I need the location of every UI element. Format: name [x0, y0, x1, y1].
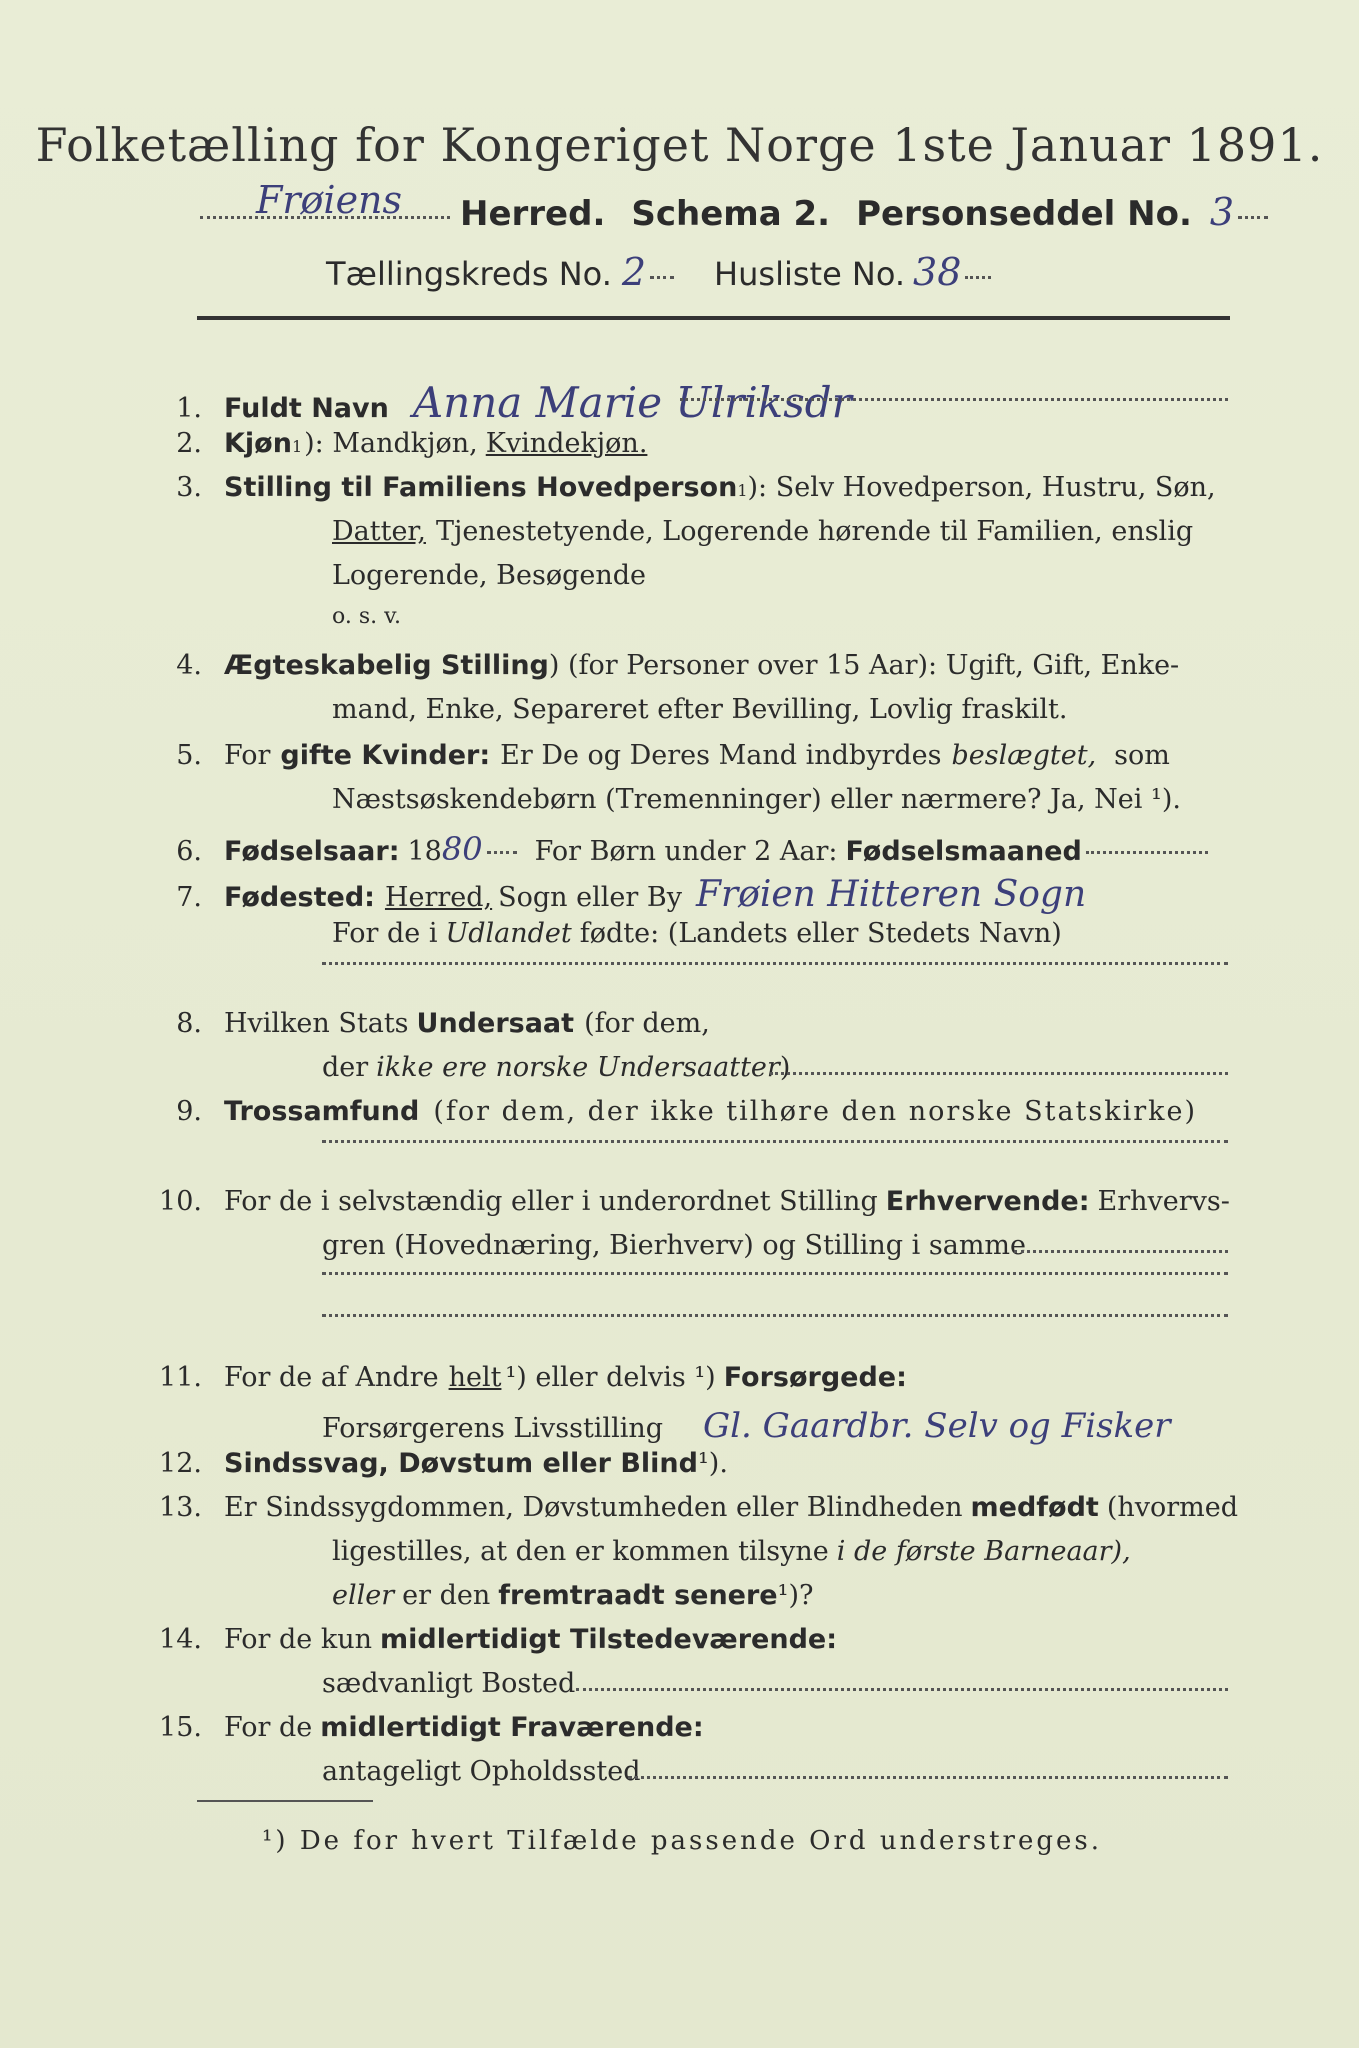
gender-label: Kjøn	[224, 428, 292, 459]
item-3: 3. Stilling til Familiens Hovedperson 1 ): Selv Hovedperson, Hustru, Søn,	[176, 472, 1216, 503]
item-6: 6. Fødselsaar: 18 80 For Børn under 2 Aar: Fødselsmaaned	[142, 830, 1212, 868]
item-4: 4. Ægteskabelig Stilling ) (for Personer over 15 Aar): Ugift, Gift, Enke-	[176, 650, 1180, 681]
personseddel-label: Personseddel No.	[856, 194, 1192, 234]
item-1: 1. Fuldt Navn Anna Marie Ulriksdr	[176, 378, 852, 427]
herred-value: Frøiens	[256, 178, 403, 222]
item-2: 2. Kjøn 1 ): Mandkjøn, Kvindekjøn.	[176, 428, 648, 459]
gender-value: Kvindekjøn.	[485, 428, 648, 459]
full-name-label: Fuldt Navn	[224, 393, 389, 424]
item-12: 12. Sindssvag, Døvstum eller Blind ¹).	[159, 1448, 728, 1479]
item-10: 10. For de i selvstændig eller i underordnet Stilling Erhvervende: Erhvervs-	[159, 1186, 1230, 1217]
census-form: Folketælling for Kongeriget Norge 1ste Januar 1891. Frøiens Herred. Schema 2. Personseddel No. 3 Tællingskreds No. 2 Husliste No. 38 1. Fuldt Navn Anna Marie Ulriksdr 2. Kjøn 1 ): Mandkjøn, Kvindekjøn. 3. Stilling til Familiens Hovedperson 1 ): Selv Hovedperson, Hustru, Søn, Datter, Tjenestetyende, Logerende hørende til Familien, enslig Logerende, Besøgende o. s. v. 4. Ægteskabelig Stilling ) (for Personer over 15 Aar): Ugift, Gift, Enke- mand, Enke, Separeret efter Bevilling, Lovlig fraskilt. 5. For gifte Kvinder: Er De og Deres Mand indbyrdes beslægtet, som Næstsøskendebørn (Tremenninger) eller nærmere? Ja, Nei ¹). 6. Fødselsaar: 18 80 For Børn under 2 Aar: Fødselsmaaned 7. Fødested: Herred, Sogn eller By Frøien Hitteren Sogn For de i Udlandet fødte: (Landets eller Stedets Navn) 8. Hvilken Stats Undersaat (for dem, der ikke ere norske Undersaatter ) 9. Trossamfund (for dem, der ikke tilhøre den norske Statskirke) 10. For de i selvstændig eller i underordnet Stilling Erhvervende: Erhvervs- gren (Hovednæring, Bierhverv) og Stilling i samme 11. For de af Andre helt ¹) eller delvis ¹) Forsørgede: Forsørgerens Livsstilling Gl. Gaardbr. Selv og Fisker 12. Sindssvag, Døvstum eller Blind ¹). 13. Er Sindssygdommen, Døvstumheden eller Blindheden medfødt (hvormed ligestilles, at den er kommen tilsyne i de første Barneaar), eller er den fremtraadt senere ¹)? 14. For de kun midlertidigt Tilstedeværende: sædvanligt Bosted 15. For de midlertidigt Fraværende: antageligt Opholdssted ¹) De for hvert Tilfælde passende Ord understreges.	[0, 0, 1359, 2048]
herred-dots	[200, 216, 450, 219]
birth-year-value: 80	[441, 830, 483, 868]
item-11: 11. For de af Andre helt ¹) eller delvis ¹) Forsørgede:	[159, 1362, 907, 1393]
family-position-label: Stilling til Familiens Hovedperson	[224, 472, 738, 503]
kreds-label: Tællingskreds No.	[326, 255, 612, 293]
full-name-value: Anna Marie Ulriksdr	[412, 378, 852, 427]
item-7: 7. Fødested: Herred, Sogn eller By Frøien Hitteren Sogn	[176, 874, 1087, 915]
schema-label: Schema 2.	[631, 194, 831, 234]
item-8: 8. Hvilken Stats Undersaat (for dem,	[176, 1008, 710, 1039]
birthplace-value: Frøien Hitteren Sogn	[695, 874, 1087, 915]
kreds-value: 2	[621, 250, 647, 294]
item-13: 13. Er Sindssygdommen, Døvstumheden eller Blindheden medfødt (hvormed	[159, 1492, 1239, 1523]
husliste-label: Husliste No.	[714, 255, 906, 293]
header-line-herred	[196, 178, 1272, 234]
header-line-kreds	[326, 250, 995, 294]
birth-year-label: Fødselsaar:	[224, 836, 400, 867]
marital-label: Ægteskabelig Stilling	[224, 650, 549, 681]
herred-label: Herred.	[460, 194, 606, 234]
header-rule	[197, 316, 1230, 320]
item-5: 5. For gifte Kvinder: Er De og Deres Mand indbyrdes beslægtet, som	[176, 740, 1170, 771]
personseddel-value: 3	[1209, 190, 1235, 234]
family-position-value: Datter,	[332, 516, 426, 547]
husliste-value: 38	[913, 250, 962, 294]
item-9: 9. Trossamfund (for dem, der ikke tilhøre den norske Statskirke)	[176, 1096, 1198, 1127]
form-title: Folketælling for Kongeriget Norge 1ste Januar 1891.	[35, 118, 1324, 172]
footnote-rule	[197, 1800, 373, 1802]
footnote: ¹) De for hvert Tilfælde passende Ord understreges.	[262, 1826, 1103, 1856]
item-14: 14. For de kun midlertidigt Tilstedeværende:	[159, 1624, 838, 1655]
birthplace-label: Fødested:	[224, 882, 375, 913]
item-15: 15. For de midlertidigt Fraværende:	[159, 1712, 704, 1743]
provider-value: Gl. Gaardbr. Selv og Fisker	[703, 1406, 1171, 1446]
